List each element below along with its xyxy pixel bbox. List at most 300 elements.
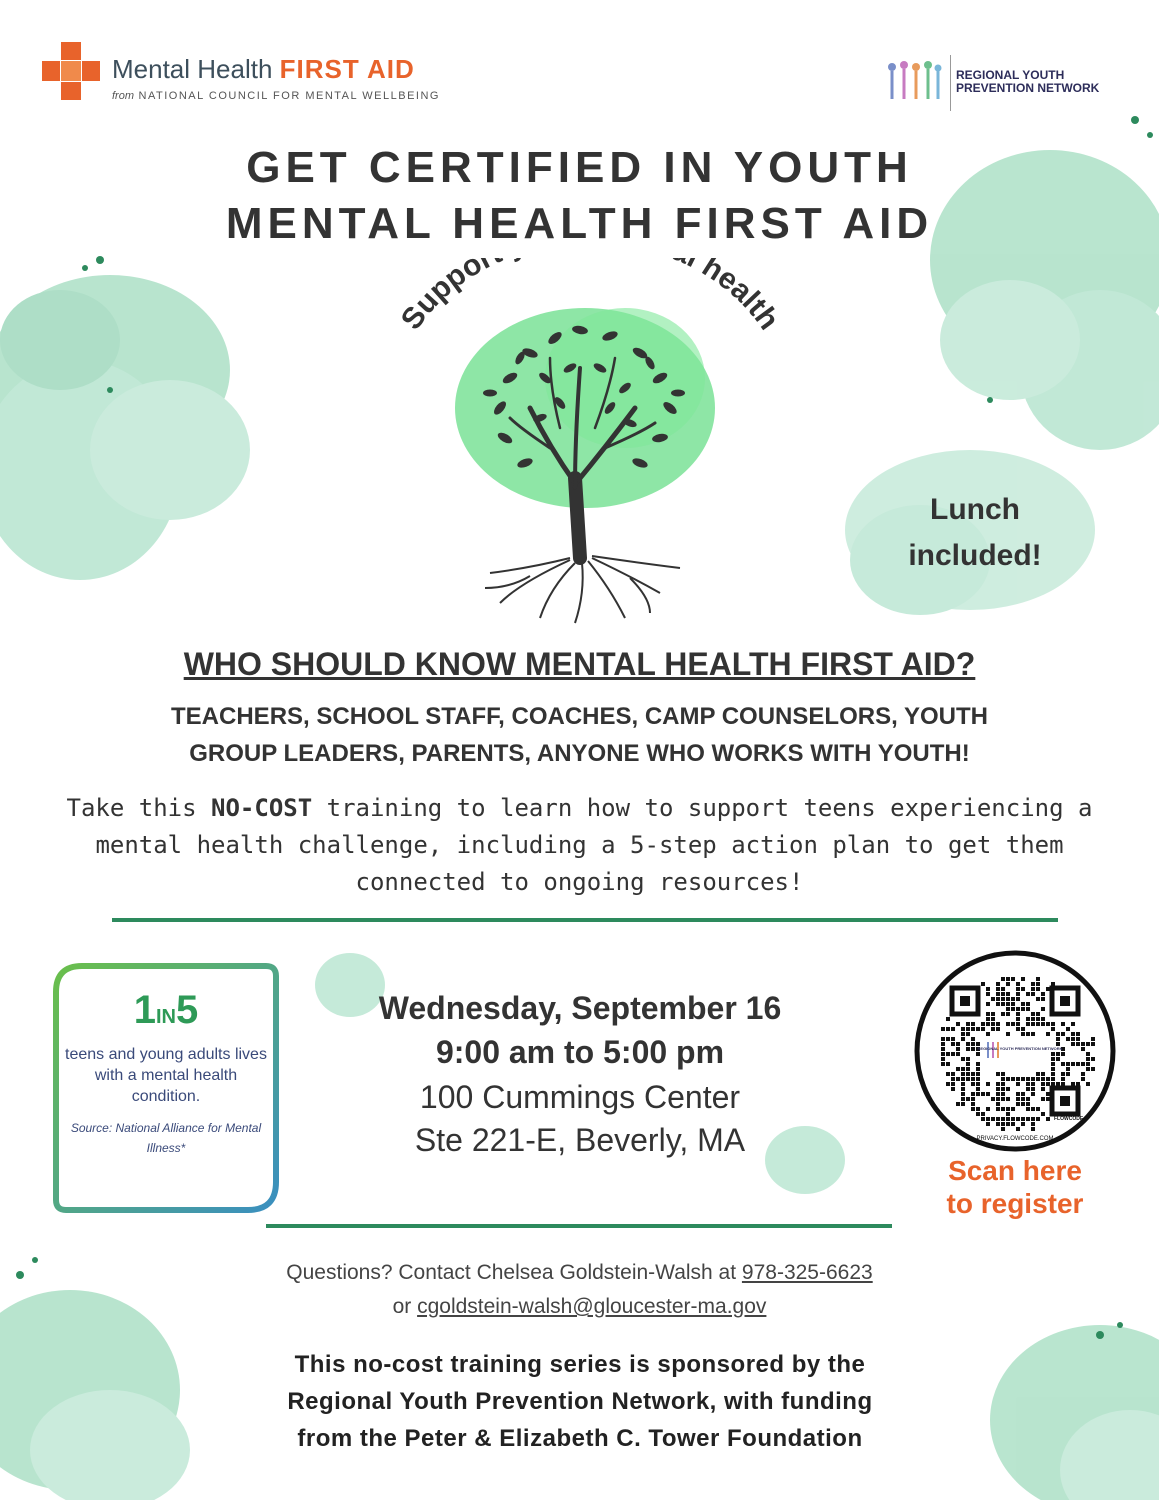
qr-module: [946, 1052, 950, 1056]
qr-module: [1051, 1077, 1055, 1081]
qr-module: [986, 1017, 990, 1021]
qr-module: [1001, 1122, 1005, 1126]
qr-module: [1006, 1012, 1010, 1016]
mhfa-cross-icon: [42, 42, 100, 100]
qr-module: [976, 1107, 980, 1111]
qr-module: [1081, 1072, 1085, 1076]
qr-module: [971, 1037, 975, 1041]
qr-module: [991, 1027, 995, 1031]
qr-module: [991, 1117, 995, 1121]
qr-module: [1036, 997, 1040, 1001]
qr-module: [1021, 1007, 1025, 1011]
qr-module: [1011, 1107, 1015, 1111]
qr-module: [966, 1032, 970, 1036]
qr-module: [956, 1022, 960, 1026]
qr-module: [981, 1092, 985, 1096]
qr-module: [1071, 1042, 1075, 1046]
qr-module: [991, 1012, 995, 1016]
qr-module: [1036, 982, 1040, 986]
qr-module: [1046, 1032, 1050, 1036]
qr-module: [1091, 1057, 1095, 1061]
mhfa-subtitle: from NATIONAL COUNCIL FOR MENTAL WELLBEING: [112, 90, 440, 102]
qr-module: [1006, 1122, 1010, 1126]
qr-module: [1016, 987, 1020, 991]
qr-module: [1036, 1117, 1040, 1121]
qr-module: [996, 1087, 1000, 1091]
qr-module: [976, 1067, 980, 1071]
qr-module: [951, 1052, 955, 1056]
qr-module: [941, 1062, 945, 1066]
qr-module: [1051, 1022, 1055, 1026]
page-title: GET CERTIFIED IN YOUTH MENTAL HEALTH FIRST AID: [225, 143, 934, 248]
qr-module: [1036, 987, 1040, 991]
event-address: 100 Cummings Center Ste 221-E, Beverly, MA: [414, 1079, 746, 1158]
tree-icon: [360, 258, 800, 638]
qr-module: [1006, 1117, 1010, 1121]
qr-module: [1016, 1127, 1020, 1131]
qr-module: [1086, 1042, 1090, 1046]
qr-module: [966, 1057, 970, 1061]
qr-module: [1046, 1077, 1050, 1081]
divider-top: [112, 918, 1058, 922]
qr-module: [961, 1102, 965, 1106]
qr-module: [1036, 1012, 1040, 1016]
qr-module: [991, 1022, 995, 1026]
qr-module: [996, 1097, 1000, 1101]
qr-module: [976, 1052, 980, 1056]
qr-brand: FLOWCODE: [1054, 1116, 1084, 1122]
qr-module: [1021, 1032, 1025, 1036]
qr-module: [1041, 1112, 1045, 1116]
qr-module: [976, 1092, 980, 1096]
qr-module: [1031, 1032, 1035, 1036]
qr-module: [946, 1017, 950, 1021]
phone-link[interactable]: 978-325-6623: [741, 1261, 873, 1284]
qr-module: [1071, 1062, 1075, 1066]
event-date: Wednesday, September 16: [378, 990, 782, 1026]
qr-module: [976, 1072, 980, 1076]
registration-qr-code[interactable]: [914, 950, 1116, 1152]
qr-module: [986, 1107, 990, 1111]
qr-module: [1001, 992, 1005, 996]
qr-module: [1061, 1052, 1065, 1056]
qr-module: [971, 1042, 975, 1046]
qr-module: [1006, 997, 1010, 1001]
qr-module: [951, 1072, 955, 1076]
qr-module: [1021, 1092, 1025, 1096]
qr-module: [1001, 1107, 1005, 1111]
qr-module: [966, 1027, 970, 1031]
qr-module: [981, 982, 985, 986]
qr-module: [996, 1027, 1000, 1031]
qr-module: [946, 1027, 950, 1031]
qr-module: [1086, 1067, 1090, 1071]
qr-module: [1006, 1002, 1010, 1006]
qr-module: [986, 992, 990, 996]
qr-module: [1011, 1077, 1015, 1081]
divider-bottom: [266, 1224, 892, 1228]
qr-module: [961, 1082, 965, 1086]
qr-module: [1016, 1017, 1020, 1021]
qr-module: [976, 1082, 980, 1086]
qr-module: [951, 1037, 955, 1041]
qr-module: [1051, 1027, 1055, 1031]
qr-module: [981, 1112, 985, 1116]
qr-center-label: REGIONAL YOUTH PREVENTION NETWORK: [977, 1046, 1063, 1051]
qr-module: [1091, 1042, 1095, 1046]
qr-module: [1031, 1082, 1035, 1086]
qr-module: [971, 1097, 975, 1101]
qr-module: [1021, 1097, 1025, 1101]
qr-module: [1076, 1082, 1080, 1086]
qr-module: [1031, 992, 1035, 996]
qr-module: [1041, 1087, 1045, 1091]
qr-module: [1041, 1017, 1045, 1021]
qr-module: [1001, 1092, 1005, 1096]
qr-module: [946, 1062, 950, 1066]
stat-source: Source: National Alliance for Mental Illness*: [70, 1121, 262, 1155]
qr-module: [1046, 1022, 1050, 1026]
qr-module: [1006, 1087, 1010, 1091]
qr-module: [1091, 1037, 1095, 1041]
qr-module: [1086, 1082, 1090, 1086]
training-description: Take this NO-COST training to learn how to support teens experiencing a mental health challenge, including a 5-step action plan to get them connected to ongoing resources!: [66, 794, 1093, 896]
qr-module: [1051, 982, 1055, 986]
qr-module: [971, 1072, 975, 1076]
qr-module: [1061, 1032, 1065, 1036]
qr-module: [1026, 1077, 1030, 1081]
qr-module: [1031, 1077, 1035, 1081]
qr-module: [961, 1092, 965, 1096]
qr-module: [1066, 1037, 1070, 1041]
qr-module: [1031, 1017, 1035, 1021]
qr-module: [1046, 987, 1050, 991]
qr-module: [1081, 1047, 1085, 1051]
people-figures-icon: [884, 55, 944, 111]
qr-module: [951, 1042, 955, 1046]
qr-module: [1006, 977, 1010, 981]
qr-module: [1001, 1077, 1005, 1081]
qr-module: [1031, 982, 1035, 986]
qr-module: [1021, 1077, 1025, 1081]
qr-module: [981, 1117, 985, 1121]
qr-module: [961, 1032, 965, 1036]
qr-module: [941, 1027, 945, 1031]
qr-module: [1036, 977, 1040, 981]
qr-module: [961, 1072, 965, 1076]
qr-module: [1071, 1032, 1075, 1036]
qr-module: [976, 1062, 980, 1066]
qr-module: [946, 1072, 950, 1076]
qr-module: [961, 1027, 965, 1031]
lunch-note: Lunch included!: [908, 493, 1042, 572]
qr-module: [1006, 1097, 1010, 1101]
qr-module: [1006, 1032, 1010, 1036]
qr-module: [996, 1102, 1000, 1106]
qr-module: [1051, 1062, 1055, 1066]
qr-module: [1016, 1117, 1020, 1121]
qr-module: [986, 1032, 990, 1036]
qr-module: [1076, 1032, 1080, 1036]
qr-module: [1091, 1067, 1095, 1071]
qr-module: [1031, 1117, 1035, 1121]
qr-module: [1001, 1097, 1005, 1101]
qr-module: [1076, 1042, 1080, 1046]
qr-module: [1001, 1082, 1005, 1086]
qr-module: [1026, 1007, 1030, 1011]
qr-module: [1006, 1077, 1010, 1081]
qr-module: [956, 1102, 960, 1106]
qr-module: [1031, 1092, 1035, 1096]
who-heading: WHO SHOULD KNOW MENTAL HEALTH FIRST AID?: [183, 646, 976, 682]
qr-module: [1016, 1012, 1020, 1016]
qr-module: [996, 997, 1000, 1001]
qr-module: [1031, 1087, 1035, 1091]
qr-module: [1066, 1072, 1070, 1076]
qr-module: [1051, 1082, 1055, 1086]
qr-module: [1001, 1127, 1005, 1131]
qr-module: [986, 1122, 990, 1126]
qr-module: [986, 1022, 990, 1026]
qr-module: [951, 1087, 955, 1091]
qr-module: [961, 1077, 965, 1081]
qr-module: [1016, 1097, 1020, 1101]
mhfa-title: Mental Health FIRST AID: [112, 54, 415, 84]
qr-module: [976, 1027, 980, 1031]
qr-module: [1016, 1102, 1020, 1106]
qr-module: [1041, 1022, 1045, 1026]
qr-module: [996, 1107, 1000, 1111]
qr-module: [941, 1052, 945, 1056]
qr-module: [941, 1057, 945, 1061]
qr-module: [1001, 1087, 1005, 1091]
qr-module: [1016, 997, 1020, 1001]
rypn-name: REGIONAL YOUTH PREVENTION NETWORK: [956, 68, 1100, 95]
qr-module: [1061, 1077, 1065, 1081]
qr-module: [991, 1017, 995, 1021]
qr-module: [1026, 1017, 1030, 1021]
qr-module: [971, 1082, 975, 1086]
qr-module: [956, 1047, 960, 1051]
contact-info: Questions? Contact Chelsea Goldstein-Walsh at 978-325-6623 or cgoldstein-walsh@gloucester-ma.gov: [286, 1261, 873, 1318]
qr-module: [1016, 1027, 1020, 1031]
qr-module: [1056, 1057, 1060, 1061]
qr-module: [976, 1087, 980, 1091]
qr-module: [1051, 1072, 1055, 1076]
qr-module: [941, 1042, 945, 1046]
qr-module: [1076, 1037, 1080, 1041]
qr-module: [996, 1082, 1000, 1086]
qr-module: [1011, 1007, 1015, 1011]
qr-module: [1001, 1012, 1005, 1016]
qr-module: [1046, 1097, 1050, 1101]
qr-module: [996, 1117, 1000, 1121]
qr-module: [1061, 1062, 1065, 1066]
qr-module: [1066, 1027, 1070, 1031]
qr-module: [1071, 1082, 1075, 1086]
tree-arc-text: Suppor health: [394, 258, 786, 336]
qr-module: [1036, 1072, 1040, 1076]
qr-module: [966, 1047, 970, 1051]
qr-module: [986, 1092, 990, 1096]
event-time: 9:00 am to 5:00 pm: [435, 1034, 725, 1070]
email-link[interactable]: cgoldstein-walsh@gloucester-ma.gov: [417, 1295, 767, 1318]
qr-module: [1031, 1022, 1035, 1026]
qr-module: [941, 1047, 945, 1051]
qr-module: [981, 1022, 985, 1026]
qr-module: [1026, 1117, 1030, 1121]
qr-module: [1011, 1117, 1015, 1121]
qr-module: [1001, 997, 1005, 1001]
qr-module: [1026, 1032, 1030, 1036]
logo-divider: [950, 55, 951, 111]
qr-module: [1031, 1107, 1035, 1111]
qr-module: [1006, 1112, 1010, 1116]
qr-module: [1081, 1077, 1085, 1081]
qr-module: [1021, 1122, 1025, 1126]
qr-module: [991, 997, 995, 1001]
qr-module: [951, 1082, 955, 1086]
qr-module: [1016, 1092, 1020, 1096]
qr-module: [1001, 1072, 1005, 1076]
qr-module: [1021, 977, 1025, 981]
qr-module: [956, 1077, 960, 1081]
qr-module: [1031, 1012, 1035, 1016]
qr-module: [1041, 1082, 1045, 1086]
qr-module: [1086, 1057, 1090, 1061]
qr-module: [1011, 1122, 1015, 1126]
qr-module: [1026, 1087, 1030, 1091]
qr-module: [966, 1042, 970, 1046]
qr-code-icon[interactable]: [914, 950, 1116, 1152]
qr-module: [971, 1047, 975, 1051]
qr-module: [1036, 1022, 1040, 1026]
statistic-card: [52, 962, 280, 1214]
qr-module: [1021, 1117, 1025, 1121]
qr-module: [966, 1072, 970, 1076]
qr-module: [966, 1022, 970, 1026]
qr-module: [986, 1002, 990, 1006]
qr-module: [991, 1097, 995, 1101]
qr-module: [961, 1067, 965, 1071]
qr-module: [1006, 992, 1010, 996]
qr-module: [1061, 1082, 1065, 1086]
qr-module: [996, 982, 1000, 986]
scan-to-register: Scan here to register: [946, 1155, 1084, 1219]
qr-module: [1056, 1037, 1060, 1041]
qr-module: [1056, 1052, 1060, 1056]
qr-module: [996, 1002, 1000, 1006]
qr-module: [1006, 1107, 1010, 1111]
qr-module: [1031, 987, 1035, 991]
qr-module: [996, 1122, 1000, 1126]
qr-module: [1051, 1067, 1055, 1071]
qr-module: [961, 1087, 965, 1091]
qr-module: [1066, 1062, 1070, 1066]
qr-module: [1021, 1027, 1025, 1031]
qr-module: [961, 1037, 965, 1041]
qr-module: [971, 1077, 975, 1081]
qr-module: [946, 1037, 950, 1041]
qr-footer: PRIVACY.FLOWCODE.COM: [976, 1136, 1054, 1142]
qr-module: [1041, 997, 1045, 1001]
qr-module: [1046, 1092, 1050, 1096]
qr-module: [1076, 1062, 1080, 1066]
qr-module: [961, 1057, 965, 1061]
qr-module: [1026, 1097, 1030, 1101]
qr-module: [996, 1072, 1000, 1076]
qr-module: [1081, 1062, 1085, 1066]
qr-module: [1016, 1082, 1020, 1086]
rypn-logo: [884, 55, 1114, 111]
qr-module: [1001, 977, 1005, 981]
qr-module: [1046, 1117, 1050, 1121]
qr-module: [966, 1077, 970, 1081]
watercolor-left: [0, 250, 270, 620]
qr-module: [1031, 1122, 1035, 1126]
qr-module: [996, 1092, 1000, 1096]
qr-module: [1036, 1107, 1040, 1111]
qr-module: [986, 987, 990, 991]
qr-module: [1051, 1052, 1055, 1056]
tree-illustration: [360, 258, 800, 638]
qr-module: [996, 1022, 1000, 1026]
qr-module: [971, 1107, 975, 1111]
qr-module: [1071, 1022, 1075, 1026]
qr-module: [956, 1042, 960, 1046]
qr-module: [1061, 1022, 1065, 1026]
qr-module: [971, 1022, 975, 1026]
qr-module: [971, 1027, 975, 1031]
qr-module: [966, 1067, 970, 1071]
qr-module: [946, 1082, 950, 1086]
qr-module: [941, 1037, 945, 1041]
qr-module: [1036, 1017, 1040, 1021]
qr-module: [971, 1102, 975, 1106]
qr-module: [951, 1027, 955, 1031]
qr-module: [951, 1077, 955, 1081]
qr-module: [1016, 1007, 1020, 1011]
qr-module: [956, 1052, 960, 1056]
qr-module: [1016, 992, 1020, 996]
qr-module: [1006, 1007, 1010, 1011]
qr-module: [1026, 1107, 1030, 1111]
qr-module: [1021, 1002, 1025, 1006]
stat-ratio: 1IN5: [133, 988, 199, 1032]
qr-module: [1001, 1002, 1005, 1006]
qr-module: [1041, 1007, 1045, 1011]
qr-module: [1001, 987, 1005, 991]
qr-module: [1056, 1082, 1060, 1086]
qr-module: [1041, 992, 1045, 996]
qr-module: [1026, 1082, 1030, 1086]
qr-module: [1071, 1037, 1075, 1041]
qr-module: [956, 1067, 960, 1071]
qr-module: [976, 1112, 980, 1116]
qr-module: [966, 1097, 970, 1101]
qr-module: [1026, 992, 1030, 996]
qr-module: [1011, 977, 1015, 981]
qr-module: [1026, 1102, 1030, 1106]
qr-module: [1046, 1082, 1050, 1086]
qr-module: [1001, 1117, 1005, 1121]
qr-module: [1016, 1077, 1020, 1081]
qr-module: [1066, 1067, 1070, 1071]
qr-module: [1081, 1042, 1085, 1046]
qr-module: [1036, 1077, 1040, 1081]
qr-module: [1061, 1072, 1065, 1076]
qr-module: [1011, 1022, 1015, 1026]
